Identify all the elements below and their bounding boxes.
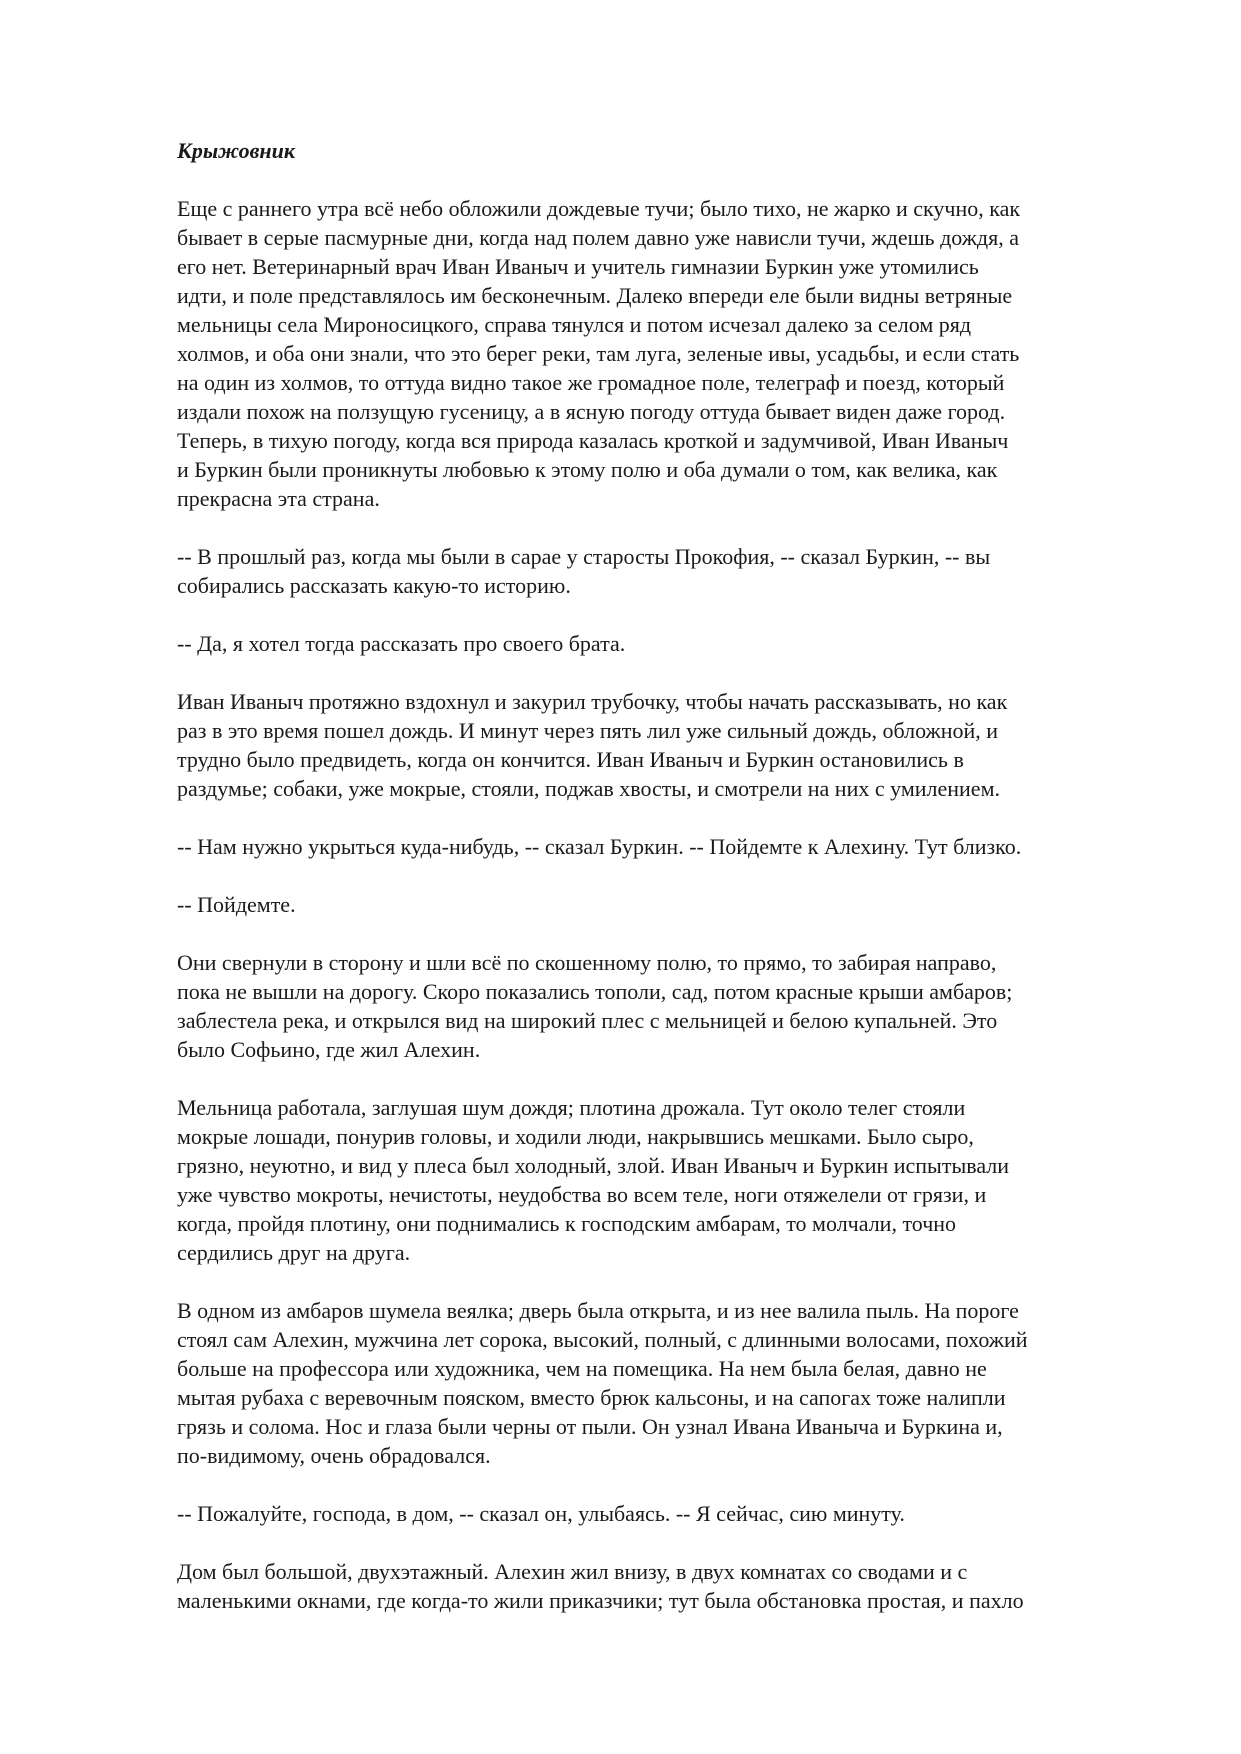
text-line: маленькими окнами, где когда-то жили приказчики; тут была обстановка простая, и пахло <box>177 1588 1024 1613</box>
text-line: В одном из амбаров шумела веялка; дверь была открыта, и из нее валила пыль. На пороге <box>177 1298 1019 1323</box>
text-line: -- В прошлый раз, когда мы были в сарае у старосты Прокофия, -- сказал Буркин, -- вы <box>177 544 991 569</box>
text-line: издали похож на ползущую гусеницу, а в ясную погоду оттуда бывает виден даже город. <box>177 399 1006 424</box>
text-line: больше на профессора или художника, чем на помещика. На нем была белая, давно не <box>177 1356 987 1381</box>
text-line: мельницы села Мироносицкого, справа тянулся и потом исчезал далеко за селом ряд <box>177 312 972 337</box>
text-line: и Буркин были проникнуты любовью к этому полю и оба думали о том, как велика, как <box>177 457 998 482</box>
text-line: Мельница работала, заглушая шум дождя; плотина дрожала. Тут около телег стояли <box>177 1095 966 1120</box>
paragraph <box>177 194 1162 513</box>
text-line: трудно было предвидеть, когда он кончится. Иван Иваныч и Буркин остановились в <box>177 747 964 772</box>
text-line: стоял сам Алехин, мужчина лет сорока, высокий, полный, с длинными волосами, похожий <box>177 1327 1028 1352</box>
text-line: мокрые лошади, понурив головы, и ходили люди, накрывшись мешками. Было сыро, <box>177 1124 974 1149</box>
text-line: бывает в серые пасмурные дни, когда над полем давно уже нависли тучи, ждешь дождя, а <box>177 225 1020 250</box>
text-line: Еще с раннего утра всё небо обложили дождевые тучи; было тихо, не жарко и скучно, как <box>177 196 1021 221</box>
paragraph <box>177 1093 1162 1267</box>
text-line: Они свернули в сторону и шли всё по скошенному полю, то прямо, то забирая направо, <box>177 950 997 975</box>
paragraph <box>177 1557 1162 1615</box>
text-line: -- Нам нужно укрыться куда-нибудь, -- сказал Буркин. -- Пойдемте к Алехину. Тут близко. <box>177 834 1022 859</box>
text-line: раздумье; собаки, уже мокрые, стояли, поджав хвосты, и смотрели на них с умилением. <box>177 776 1000 801</box>
text-line: было Софьино, где жил Алехин. <box>177 1037 481 1062</box>
text-line: -- Пойдемте. <box>177 892 296 917</box>
text-line: когда, пройдя плотину, они поднимались к господским амбарам, то молчали, точно <box>177 1211 957 1236</box>
text-line: -- Да, я хотел тогда рассказать про своего брата. <box>177 631 626 656</box>
text-line: пока не вышли на дорогу. Скоро показались тополи, сад, потом красные крыши амбаров; <box>177 979 1013 1004</box>
text-line: холмов, и оба они знали, что это берег реки, там луга, зеленые ивы, усадьбы, и если стать <box>177 341 1020 366</box>
paragraph <box>177 1296 1162 1470</box>
text-line: раз в это время пошел дождь. И минут через пять лил уже сильный дождь, обложной, и <box>177 718 999 743</box>
text-line: по-видимому, очень обрадовался. <box>177 1443 491 1468</box>
text-line: идти, и поле представлялось им бесконечным. Далеко впереди еле были видны ветряные <box>177 283 1013 308</box>
text-line: грязно, неуютно, и вид у плеса был холодный, злой. Иван Иваныч и Буркин испытывали <box>177 1153 1010 1178</box>
paragraph <box>177 1499 1162 1528</box>
text-line: Теперь, в тихую погоду, когда вся природа казалась кроткой и задумчивой, Иван Иваныч <box>177 428 1009 453</box>
text-line: Дом был большой, двухэтажный. Алехин жил внизу, в двух комнатах со сводами и с <box>177 1559 968 1584</box>
text-line: Иван Иваныч протяжно вздохнул и закурил трубочку, чтобы начать рассказывать, но как <box>177 689 1008 714</box>
text-line: сердились друг на друга. <box>177 1240 411 1265</box>
text-line: заблестела река, и открылся вид на широкий плес с мельницей и белою купальней. Это <box>177 1008 998 1033</box>
paragraph <box>177 948 1162 1064</box>
text-line: прекрасна эта страна. <box>177 486 380 511</box>
paragraph <box>177 832 1162 861</box>
paragraph <box>177 629 1162 658</box>
text-line: грязь и солома. Нос и глаза были черны от пыли. Он узнал Ивана Иваныча и Буркина и, <box>177 1414 1003 1439</box>
document-title: Крыжовник <box>177 138 296 163</box>
text-line: мытая рубаха с веревочным пояском, вместо брюк кальсоны, и на сапогах тоже налипли <box>177 1385 1006 1410</box>
text-line: -- Пожалуйте, господа, в дом, -- сказал он, улыбаясь. -- Я сейчас, сию минуту. <box>177 1501 905 1526</box>
text-line: на один из холмов, то оттуда видно такое же громадное поле, телеграф и поезд, который <box>177 370 1005 395</box>
text-line: его нет. Ветеринарный врач Иван Иваныч и учитель гимназии Буркин уже утомились <box>177 254 979 279</box>
document-body <box>177 194 1162 1615</box>
paragraph <box>177 542 1162 600</box>
text-line: собирались рассказать какую-то историю. <box>177 573 571 598</box>
text-line: уже чувство мокроты, нечистоты, неудобства во всем теле, ноги отяжелели от грязи, и <box>177 1182 987 1207</box>
paragraph <box>177 687 1162 803</box>
paragraph <box>177 890 1162 919</box>
document-page <box>177 136 1162 1644</box>
